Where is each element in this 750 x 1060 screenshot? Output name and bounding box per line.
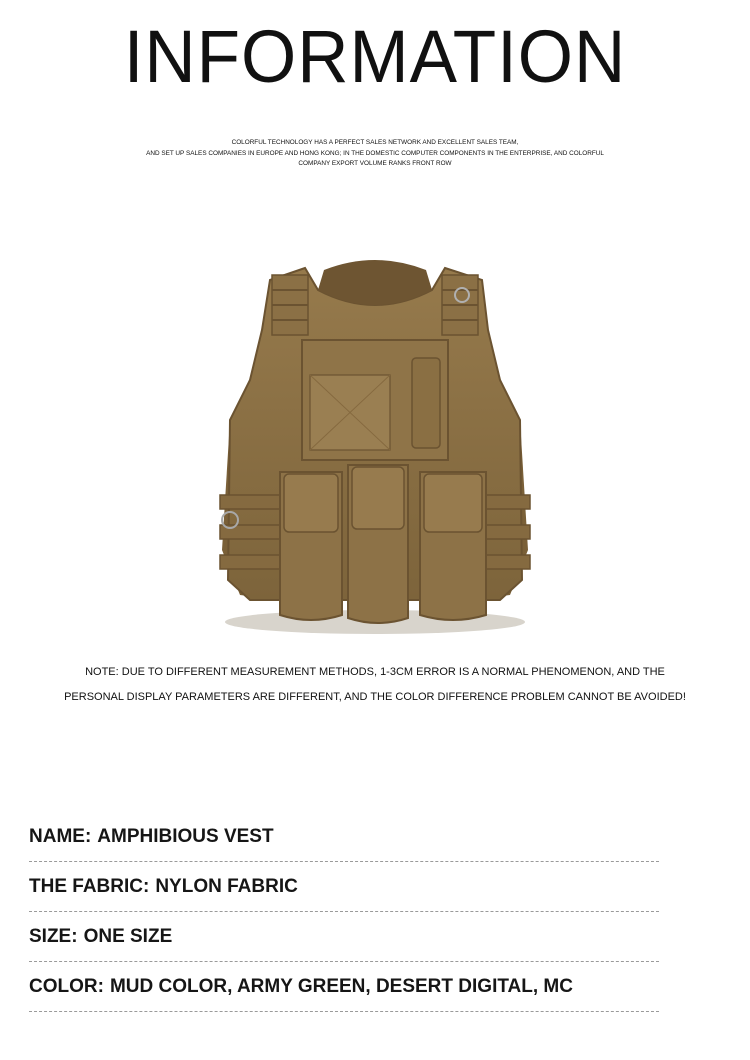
page-title: INFORMATION bbox=[123, 15, 627, 98]
disclaimer-note bbox=[0, 660, 750, 710]
spec-key: THE FABRIC: bbox=[29, 875, 150, 897]
spec-value: MUD COLOR, ARMY GREEN, DESERT DIGITAL, MC bbox=[109, 975, 573, 997]
intro-line: AND SET UP SALES COMPANIES IN EUROPE AND HONG KONG; IN THE DOMESTIC COMPUTER COMPONENTS IN THE ENTERPRISE, AND COLORFUL bbox=[146, 149, 604, 157]
spec-key: SIZE: bbox=[29, 925, 78, 947]
spec-value: NYLON FABRIC bbox=[155, 875, 298, 897]
note-line: NOTE: DUE TO DIFFERENT MEASUREMENT METHODS, 1-3CM ERROR IS A NORMAL PHENOMENON, AND THE bbox=[85, 666, 665, 678]
spec-key: COLOR: bbox=[29, 975, 104, 997]
spec-list bbox=[29, 812, 659, 1012]
spec-row-color bbox=[29, 962, 659, 1012]
spec-value: ONE SIZE bbox=[83, 925, 173, 947]
spec-row-name bbox=[29, 812, 659, 862]
intro-text bbox=[100, 138, 650, 170]
spec-value: AMPHIBIOUS VEST bbox=[97, 825, 274, 847]
spec-key: NAME: bbox=[29, 825, 92, 847]
spec-row-fabric bbox=[29, 862, 659, 912]
tactical-vest-icon bbox=[200, 250, 550, 640]
intro-line: COLORFUL TECHNOLOGY HAS A PERFECT SALES NETWORK AND EXCELLENT SALES TEAM, bbox=[231, 139, 519, 146]
product-image bbox=[200, 250, 550, 640]
intro-line: COMPANY EXPORT VOLUME RANKS FRONT ROW bbox=[298, 160, 452, 167]
spec-row-size bbox=[29, 912, 659, 962]
note-line: PERSONAL DISPLAY PARAMETERS ARE DIFFERENT, AND THE COLOR DIFFERENCE PROBLEM CANNOT BE AVOIDED! bbox=[64, 691, 686, 703]
